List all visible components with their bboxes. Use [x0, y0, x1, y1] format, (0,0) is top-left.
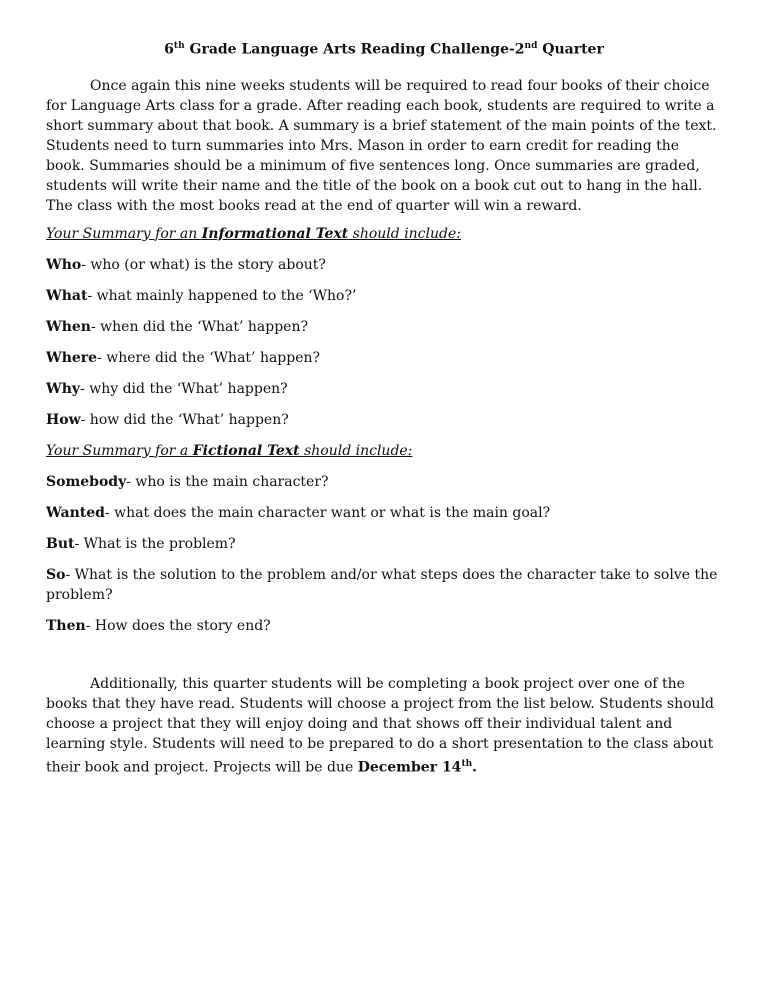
title-end: Quarter: [537, 41, 604, 58]
info-term: What: [46, 287, 88, 304]
fiction-term: Then: [46, 617, 86, 634]
fiction-term: Wanted: [46, 504, 105, 521]
fiction-text: - What is the solution to the problem and/or what steps does the character take to solve the problem?: [46, 566, 718, 603]
info-text: - when did the ‘What’ happen?: [91, 318, 308, 335]
fiction-text: - How does the story end?: [85, 617, 271, 634]
info-item-why: [46, 379, 722, 399]
fiction-text: - What is the problem?: [74, 535, 236, 552]
info-term: Where: [46, 349, 98, 366]
info-term: Why: [46, 380, 81, 397]
fiction-text: - who is the main character?: [126, 473, 329, 490]
project-due-suffix: th: [461, 758, 473, 769]
info-item-where: [46, 348, 722, 368]
fictional-heading-post: should include:: [299, 442, 413, 459]
title-grade-number: 6: [164, 41, 174, 58]
project-due-date: December 14: [357, 759, 462, 776]
project-end: .: [472, 759, 478, 776]
info-text: - why did the ‘What’ happen?: [80, 380, 288, 397]
fictional-heading: [46, 441, 722, 461]
info-text: - how did the ‘What’ happen?: [80, 411, 289, 428]
informational-heading-post: should include:: [348, 225, 461, 242]
fiction-item-so: [46, 565, 722, 605]
fictional-heading-pre: Your Summary for a: [46, 442, 193, 459]
informational-heading: [46, 224, 722, 244]
info-term: How: [46, 411, 81, 428]
intro-paragraph: Once again this nine weeks students will be required to read four books of their choice for Language Arts class for a grade. After reading each book, students are required to write a short summary about that book. A summary is a brief statement of the main points of the text. Students need to turn summaries into Mrs. Mason in order to earn credit for reading the book. Summaries should be a minimum of five sentences long. Once summaries are graded, students will write their name and the title of the book on a book cut out to hang in the hall. The class with the most books read at the end of quarter will win a reward.: [46, 77, 717, 214]
fiction-item-wanted: [46, 503, 722, 523]
fiction-item-then: [46, 616, 722, 636]
fiction-item-somebody: [46, 472, 722, 492]
info-term: Who: [46, 256, 82, 273]
info-item-how: [46, 410, 722, 430]
info-text: - where did the ‘What’ happen?: [97, 349, 321, 366]
info-text: - what mainly happened to the ‘Who?’: [87, 287, 357, 304]
fictional-heading-bold: Fictional Text: [192, 442, 300, 459]
project-paragraph: [46, 674, 722, 778]
info-item-what: [46, 286, 722, 306]
project-text: Additionally, this quarter students will be completing a book project over one of the books that they have read. Students will choose a project from the list below. Students should choose a project that they will enjoy doing and that shows off their individual talent and learning style. Students will need to be prepared to do a short presentation to the class about their book and project. Projects will be due: [46, 675, 715, 776]
info-term: When: [46, 318, 91, 335]
info-item-who: [46, 255, 722, 275]
title-quarter-suffix: nd: [524, 41, 538, 51]
title-grade-suffix: th: [173, 41, 185, 51]
info-text: - who (or what) is the story about?: [81, 256, 326, 273]
fiction-term: So: [46, 566, 66, 583]
fiction-item-but: [46, 534, 722, 554]
fiction-term: Somebody: [46, 473, 127, 490]
informational-heading-pre: Your Summary for an: [46, 225, 202, 242]
info-item-when: [46, 317, 722, 337]
page-title: [46, 36, 722, 60]
informational-heading-bold: Informational Text: [201, 225, 349, 242]
fiction-term: But: [46, 535, 75, 552]
title-text: Grade Language Arts Reading Challenge-2: [184, 41, 525, 58]
fiction-text: - what does the main character want or what is the main goal?: [104, 504, 551, 521]
